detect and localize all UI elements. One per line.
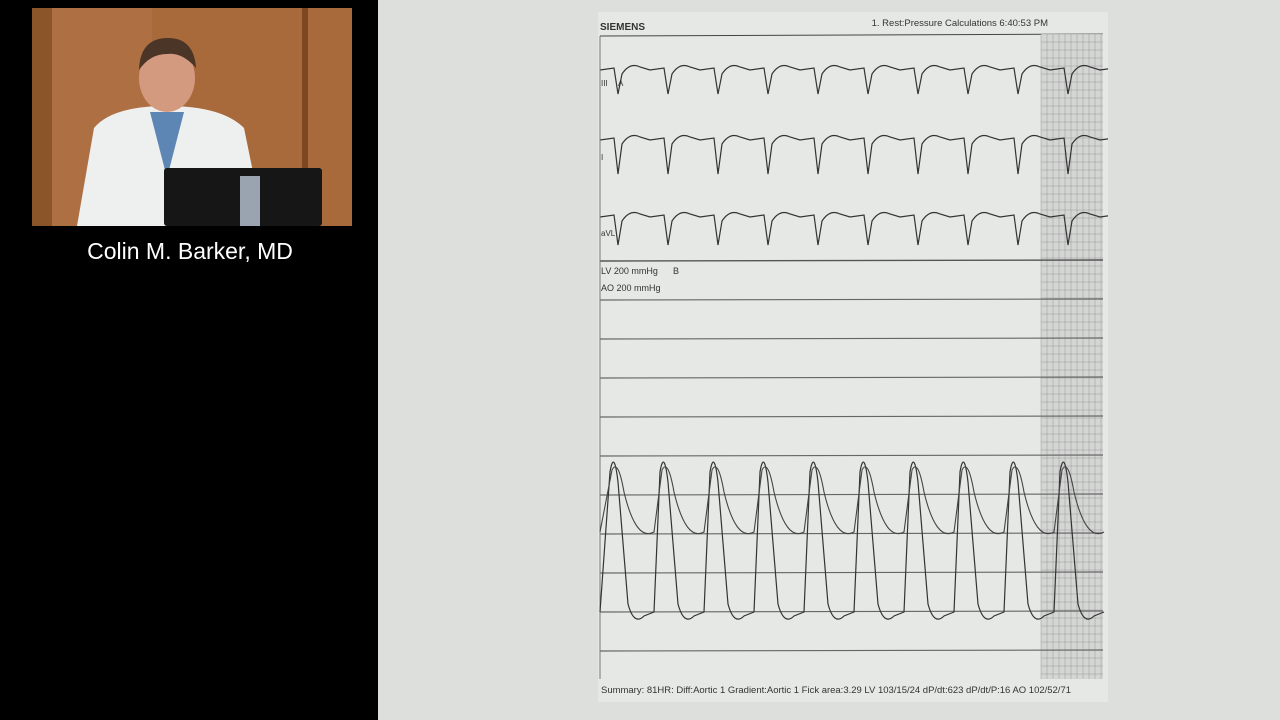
lead-label: aVL — [601, 229, 616, 238]
lv-scale: LV 200 mmHg — [601, 266, 658, 276]
speaker-video-frame — [32, 8, 352, 226]
microphone — [240, 176, 260, 226]
tracing-header: 1. Rest:Pressure Calculations 6:40:53 PM — [871, 18, 1048, 29]
ao-scale: AO 200 mmHg — [601, 283, 661, 293]
summary-line: Summary: 81HR: Diff:Aortic 1 Gradient:Aortic 1 Fick area:3.29 LV 103/15/24 dP/dt:623 dP/dt/P:16 AO 102/52/71 — [601, 685, 1071, 695]
slide — [378, 0, 1280, 720]
brand-label: SIEMENS — [600, 22, 646, 33]
lead-label: III — [601, 79, 608, 88]
lv-marker: B — [673, 266, 680, 276]
tracing-paper — [598, 12, 1108, 702]
lead-marker: A — [618, 79, 624, 88]
hemodynamic-tracing — [598, 12, 1108, 702]
speaker-video — [32, 8, 352, 226]
lead-label: I — [601, 153, 604, 162]
grid-strip — [1041, 34, 1103, 679]
speaker-name: Colin M. Barker, MD — [87, 238, 293, 264]
